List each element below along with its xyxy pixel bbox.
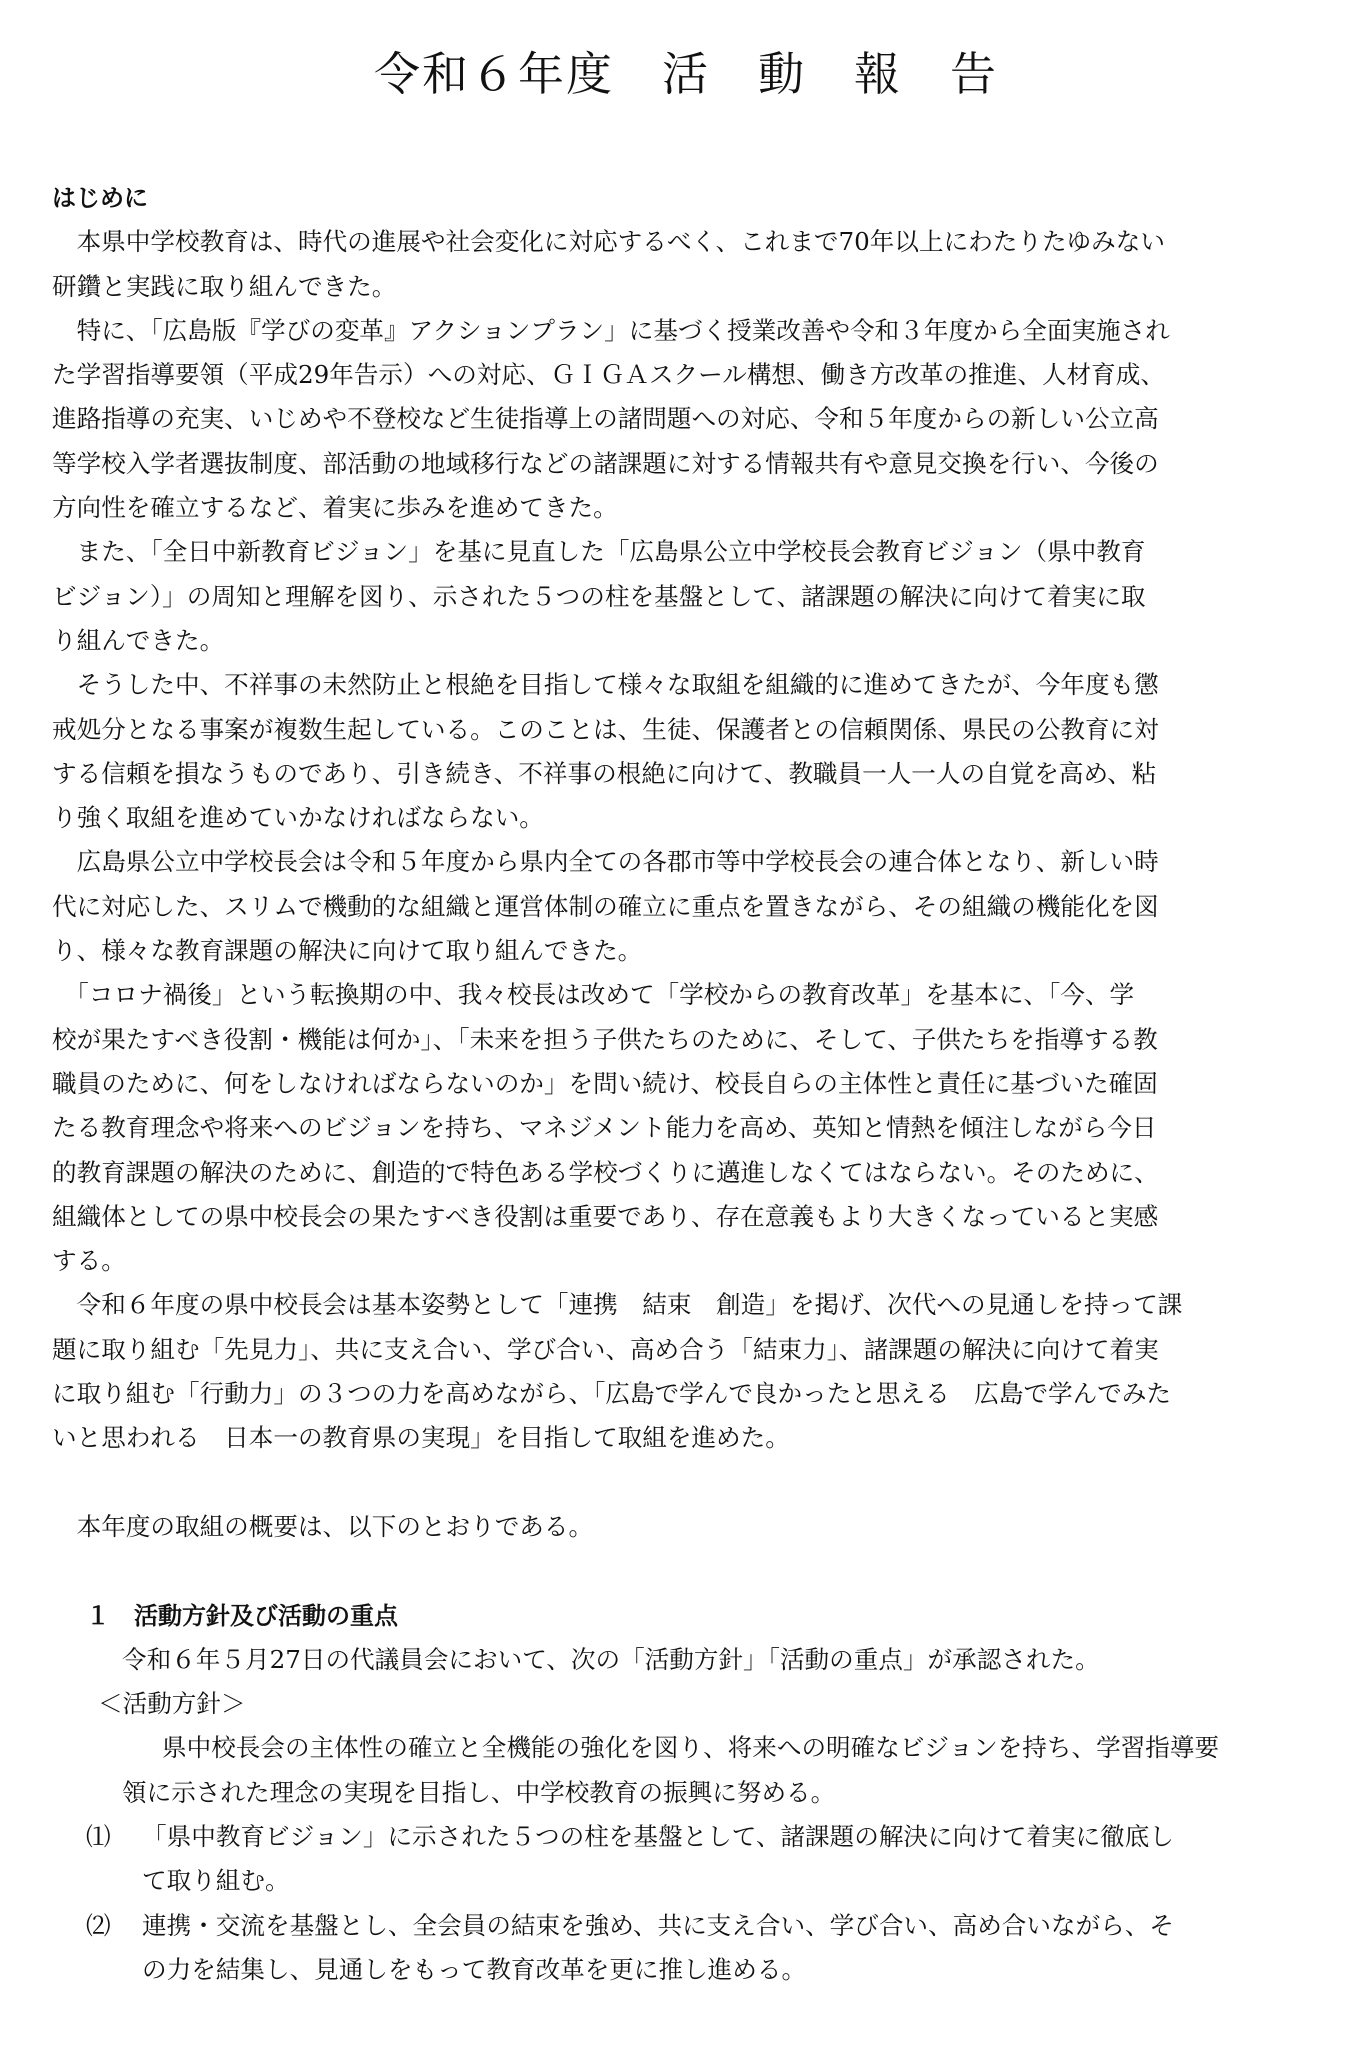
item-text: 連携・交流を基盤とし、全会員の結束を強め、共に支え合い、学び合い、高め合いながら、そ xyxy=(142,1910,1174,1940)
intro-line: 方向性を確立するなど、着実に歩みを進めてきた。 xyxy=(52,493,618,523)
item-text: 「県中教育ビジョン」に示された５つの柱を基盤として、諸課題の解決に向けて着実に徹底し xyxy=(142,1821,1174,1851)
document-body xyxy=(52,176,1322,1992)
policy-line: 県中校長会の主体性の確立と全機能の強化を図り、将来への明確なビジョンを持ち、学習指導要 xyxy=(162,1733,1220,1763)
intro-line: する。 xyxy=(52,1246,126,1276)
intro-line: 校が果たすべき役割・機能は何か」、「未来を担う子供たちのために、そして、子供たちを指導する教 xyxy=(52,1024,1158,1054)
intro-line: 本県中学校教育は、時代の進展や社会変化に対応するべく、これまで70年以上にわたりたゆみない xyxy=(52,227,1165,257)
intro-line: たる教育理念や将来へのビジョンを持ち、マネジメント能力を高め、英知と情熱を傾注しながら今日 xyxy=(52,1113,1157,1143)
intro-paragraphs xyxy=(52,220,1322,1460)
intro-line: 令和６年度の県中校長会は基本姿勢として「連携 結束 創造」を掲げ、次代への見通しを持って課 xyxy=(52,1290,1183,1320)
item-text: て取り組む。 xyxy=(142,1866,290,1896)
intro-line: た学習指導要領（平成29年告示）への対応、ＧＩＧＡスクール構想、働き方改革の推進、人材育成、 xyxy=(52,360,1165,390)
intro-line: 等学校入学者選抜制度、部活動の地域移行などの諸課題に対する情報共有や意見交換を行い、今後の xyxy=(52,448,1159,478)
item-text: の力を結集し、見通しをもって教育改革を更に推し進める。 xyxy=(142,1954,807,1984)
intro-line: 職員のために、何をしなければならないのか」を問い続け、校長自らの主体性と責任に基づいた確固 xyxy=(52,1068,1158,1098)
intro-line: いと思われる 日本一の教育県の実現」を目指して取組を進めた。 xyxy=(52,1423,790,1453)
intro-line: り組んできた。 xyxy=(52,625,225,655)
spacer xyxy=(52,1461,1322,1505)
intro-line: また、「全日中新教育ビジョン」を基に見直した「広島県公立中学校長会教育ビジョン（県中教育 xyxy=(52,537,1146,567)
intro-line: 題に取り組む「先見力」、共に支え合い、学び合い、高め合う「結束力」、諸課題の解決に向けて着実 xyxy=(52,1334,1159,1364)
intro-line: 的教育課題の解決のために、創造的で特色ある学校づくりに邁進しなくてはならない。そのために、 xyxy=(52,1157,1159,1187)
intro-line: 代に対応した、スリムで機動的な組織と運営体制の確立に重点を置きながら、その組織の機能化を図 xyxy=(52,891,1159,921)
intro-line: り強く取組を進めていかなければならない。 xyxy=(52,803,544,833)
intro-line: り、様々な教育課題の解決に向けて取り組んできた。 xyxy=(52,936,643,966)
intro-heading: はじめに xyxy=(52,184,148,212)
intro-line: 特に、「広島版『学びの変革』アクションプラン」に基づく授業改善や令和３年度から全面実施され xyxy=(52,315,1170,345)
intro-line: 戒処分となる事案が複数生起している。このことは、生徒、保護者との信頼関係、県民の公教育に対 xyxy=(52,714,1159,744)
page-title: 令和６年度 活 動 報 告 xyxy=(374,47,998,101)
item-number: ⑴ xyxy=(86,1821,111,1851)
intro-line: する信頼を損なうものであり、引き続き、不祥事の根絶に向けて、教職員一人一人の自覚を高め、粘 xyxy=(52,758,1157,788)
intro-line: 組織体としての県中校長会の果たすべき役割は重要であり、存在意義もより大きくなっていると実感 xyxy=(52,1201,1159,1231)
spacer xyxy=(52,1549,1322,1593)
policy-item xyxy=(52,1815,1322,1904)
intro-line: に取り組む「行動力」の３つの力を高めながら、「広島で学んで良かったと思える 広島で学んでみた xyxy=(52,1379,1172,1409)
intro-line: そうした中、不祥事の未然防止と根絶を目指して様々な取組を組織的に進めてきたが、今年度も懲 xyxy=(52,670,1159,700)
policy-item xyxy=(52,1904,1322,1993)
intro-summary: 本年度の取組の概要は、以下のとおりである。 xyxy=(52,1511,594,1541)
intro-line: ビジョン）」の周知と理解を図り、示された５つの柱を基盤として、諸課題の解決に向けて着実に取 xyxy=(52,581,1146,611)
policy-line: 領に示された理念の実現を目指し、中学校教育の振興に努める。 xyxy=(122,1777,836,1807)
item-number: ⑵ xyxy=(86,1910,111,1940)
section-1-heading: １ 活動方針及び活動の重点 xyxy=(86,1601,398,1630)
intro-line: 進路指導の充実、いじめや不登校など生徒指導上の諸問題への対応、令和５年度からの新しい公立高 xyxy=(52,404,1159,434)
intro-line: 研鑽と実践に取り組んできた。 xyxy=(52,271,397,301)
intro-line: 「コロナ禍後」という転換期の中、我々校長は改めて「学校からの教育改革」を基本に、「今、学 xyxy=(52,980,1135,1010)
section-1-approval: 令和６年５月27日の代議員会において、次の「活動方針」「活動の重点」が承認された。 xyxy=(122,1644,1100,1674)
intro-line: 広島県公立中学校長会は令和５年度から県内全ての各郡市等中学校長会の連合体となり、新しい時 xyxy=(52,847,1159,877)
policy-label: ＜活動方針＞ xyxy=(98,1689,246,1719)
